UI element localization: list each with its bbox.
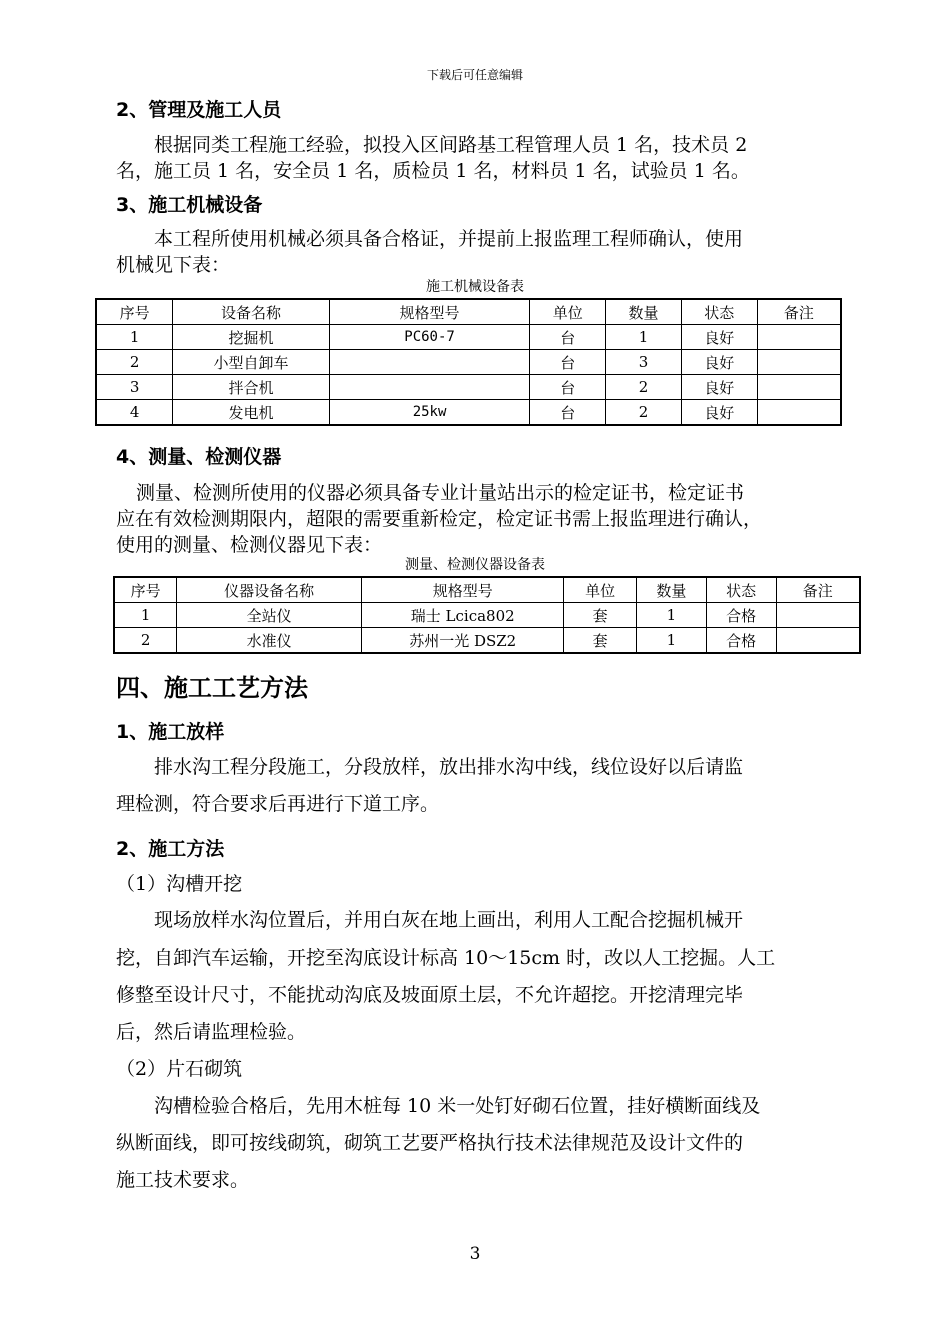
- paragraph-line: 排水沟工程分段施工，分段放样，放出排水沟中线，线位设好以后请监: [154, 756, 744, 778]
- header-cell: 状态: [706, 577, 776, 603]
- paragraph-line: 纵断面线，即可按线砌筑，砌筑工艺要严格执行技术法律规范及设计文件的: [116, 1132, 744, 1154]
- table-row: [96, 350, 841, 375]
- paragraph-line: 理检测，符合要求后再进行下道工序。: [116, 793, 440, 815]
- page-number: 3: [469, 1244, 481, 1264]
- chapter-title: 四、施工工艺方法: [116, 674, 308, 702]
- header-cell: 规格型号: [329, 299, 529, 325]
- paragraph-line: 沟槽检验合格后，先用木桩每 10 米一处钉好砌石位置，挂好横断面线及: [154, 1095, 761, 1117]
- table-cell: 2: [606, 400, 682, 426]
- paragraph-line: 名，施工员 1 名，安全员 1 名，质检员 1 名，材料员 1 名，试验员 1 名。: [116, 160, 750, 182]
- table-cell: 合格: [706, 603, 776, 628]
- section-title-instruments: 4、测量、检测仪器: [116, 446, 282, 468]
- table-cell: [757, 325, 841, 350]
- header-cell: 数量: [606, 299, 682, 325]
- table-cell: 瑞士 Lcica802: [362, 603, 564, 628]
- table-cell: 台: [530, 325, 606, 350]
- table-cell: 25kw: [329, 400, 529, 426]
- header-cell: 单位: [564, 577, 637, 603]
- header-cell: 仪器设备名称: [177, 577, 362, 603]
- table-caption: 测量、检测仪器设备表: [405, 557, 545, 573]
- table-cell: 合格: [706, 628, 776, 654]
- header-cell: 备注: [757, 299, 841, 325]
- paragraph-line: 本工程所使用机械必须具备合格证，并提前上报监理工程师确认，使用: [154, 228, 744, 250]
- section-title-machinery: 3、施工机械设备: [116, 194, 263, 216]
- paragraph-line: 现场放样水沟位置后，并用白灰在地上画出，利用人工配合挖掘机械开: [154, 909, 744, 931]
- table-cell: [757, 400, 841, 426]
- header-cell: 序号: [96, 299, 173, 325]
- paragraph-line: 机械见下表：: [116, 254, 231, 276]
- table-cell: 4: [96, 400, 173, 426]
- table-cell: 小型自卸车: [173, 350, 330, 375]
- subsection-title-masonry: （2）片石砌筑: [116, 1058, 243, 1080]
- table-row: [96, 325, 841, 350]
- section-title-setout: 1、施工放样: [116, 721, 225, 743]
- header-cell: 备注: [776, 577, 860, 603]
- table-cell: 1: [96, 325, 173, 350]
- table-cell: 套: [564, 628, 637, 654]
- table-cell: 良好: [681, 400, 757, 426]
- header-cell: 单位: [530, 299, 606, 325]
- table-cell: [757, 350, 841, 375]
- table-cell: 挖掘机: [173, 325, 330, 350]
- table-cell: 水准仪: [177, 628, 362, 654]
- header-cell: 状态: [681, 299, 757, 325]
- table-cell: [329, 350, 529, 375]
- table-cell: 拌合机: [173, 375, 330, 400]
- paragraph-line: 施工技术要求。: [116, 1169, 250, 1191]
- instrument-table: [113, 576, 861, 654]
- table-cell: 1: [637, 628, 707, 654]
- table-row: [114, 628, 860, 654]
- header-cell: 规格型号: [362, 577, 564, 603]
- table-cell: 全站仪: [177, 603, 362, 628]
- table-cell: [776, 603, 860, 628]
- table-header-row: [114, 577, 860, 603]
- table-row: [96, 400, 841, 426]
- table-cell: 3: [96, 375, 173, 400]
- table-cell: [757, 375, 841, 400]
- paragraph-line: 使用的测量、检测仪器见下表：: [116, 534, 383, 556]
- table-cell: 良好: [681, 325, 757, 350]
- table-cell: [329, 375, 529, 400]
- table-cell: PC60-7: [329, 325, 529, 350]
- table-cell: 良好: [681, 375, 757, 400]
- table-cell: 1: [606, 325, 682, 350]
- table-cell: 2: [114, 628, 177, 654]
- table-cell: 1: [114, 603, 177, 628]
- paragraph-line: 应在有效检测期限内，超限的需要重新检定，检定证书需上报监理进行确认，: [116, 508, 763, 530]
- table-cell: 1: [637, 603, 707, 628]
- header-cell: 序号: [114, 577, 177, 603]
- header-cell: 设备名称: [173, 299, 330, 325]
- table-header-row: [96, 299, 841, 325]
- table-cell: 台: [530, 375, 606, 400]
- table-cell: 2: [96, 350, 173, 375]
- paragraph-line: 挖，自卸汽车运输，开挖至沟底设计标高 10～15cm 时，改以人工挖掘。人工: [116, 947, 776, 969]
- header-note: 下载后可任意编辑: [426, 68, 523, 82]
- table-cell: 台: [530, 350, 606, 375]
- section-title-method: 2、施工方法: [116, 838, 225, 860]
- table-cell: 台: [530, 400, 606, 426]
- paragraph-line: 后，然后请监理检验。: [116, 1021, 307, 1043]
- paragraph-line: 测量、检测所使用的仪器必须具备专业计量站出示的检定证书，检定证书: [136, 482, 745, 504]
- section-title-personnel: 2、管理及施工人员: [116, 99, 282, 121]
- table-row: [114, 603, 860, 628]
- table-row: [96, 375, 841, 400]
- header-cell: 数量: [637, 577, 707, 603]
- machinery-table: [95, 298, 842, 426]
- table-caption: 施工机械设备表: [426, 279, 524, 295]
- table-cell: 2: [606, 375, 682, 400]
- paragraph-line: 根据同类工程施工经验，拟投入区间路基工程管理人员 1 名，技术员 2: [154, 134, 748, 156]
- table-cell: 苏州一光 DSZ2: [362, 628, 564, 654]
- table-cell: 套: [564, 603, 637, 628]
- table-cell: [776, 628, 860, 654]
- subsection-title-trench: （1）沟槽开挖: [116, 873, 243, 895]
- table-cell: 3: [606, 350, 682, 375]
- paragraph-line: 修整至设计尺寸，不能扰动沟底及坡面原土层，不允许超挖。开挖清理完毕: [116, 984, 744, 1006]
- table-cell: 良好: [681, 350, 757, 375]
- table-cell: 发电机: [173, 400, 330, 426]
